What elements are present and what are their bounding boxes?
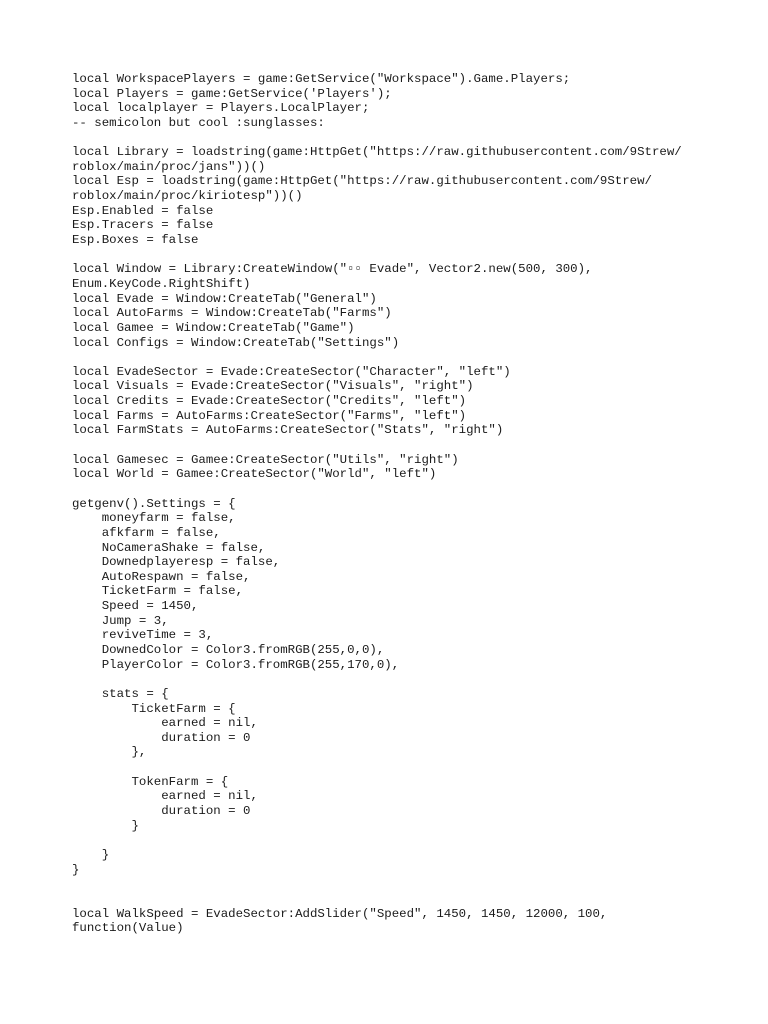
code-line: function(Value) (72, 921, 184, 936)
code-line: stats = { (72, 686, 169, 701)
code-line: local FarmStats = AutoFarms:CreateSector("Stats", "right") (72, 423, 504, 438)
code-line: local Window = Library:CreateWindow("▫▫ Evade", Vector2.new(500, 300), (72, 262, 593, 277)
code-line: } (72, 818, 139, 833)
code-line: local Visuals = Evade:CreateSector("Visuals", "right") (72, 379, 474, 394)
code-line: earned = nil, (72, 789, 258, 804)
code-line: Enum.KeyCode.RightShift) (72, 276, 251, 291)
code-line (72, 131, 712, 146)
code-line: DownedColor = Color3.fromRGB(255,0,0), (72, 642, 385, 657)
code-line: TokenFarm = { (72, 774, 229, 789)
code-line (72, 833, 712, 848)
code-line (72, 892, 712, 907)
code-line: AutoRespawn = false, (72, 569, 251, 584)
code-line: local Library = loadstring(game:HttpGet("https://raw.githubusercontent.com/9Strew/ (72, 145, 682, 160)
code-line (72, 877, 712, 892)
code-line (72, 760, 712, 775)
code-line: local AutoFarms = Window:CreateTab("Farms") (72, 306, 392, 321)
code-line (72, 672, 712, 687)
code-line: roblox/main/proc/jans"))() (72, 159, 266, 174)
code-line: roblox/main/proc/kiriotesp"))() (72, 189, 303, 204)
code-line: reviveTime = 3, (72, 628, 214, 643)
code-line (72, 248, 712, 263)
code-line: local Farms = AutoFarms:CreateSector("Farms", "left") (72, 408, 467, 423)
code-line: local Evade = Window:CreateTab("General") (72, 291, 377, 306)
code-line: local WalkSpeed = EvadeSector:AddSlider("Speed", 1450, 1450, 12000, 100, (72, 906, 608, 921)
code-line: NoCameraShake = false, (72, 540, 266, 555)
code-line: afkfarm = false, (72, 525, 221, 540)
code-line: local WorkspacePlayers = game:GetService("Workspace").Game.Players; (72, 72, 571, 86)
code-line (72, 482, 712, 497)
code-line: }, (72, 745, 147, 760)
code-line: Esp.Tracers = false (72, 218, 214, 233)
code-line (72, 438, 712, 453)
code-block (72, 72, 712, 936)
code-line: local Credits = Evade:CreateSector("Credits", "left") (72, 394, 467, 409)
code-line: local EvadeSector = Evade:CreateSector("Character", "left") (72, 364, 511, 379)
code-line: duration = 0 (72, 804, 251, 819)
code-line (72, 350, 712, 365)
code-line: PlayerColor = Color3.fromRGB(255,170,0), (72, 657, 400, 672)
code-line: duration = 0 (72, 730, 251, 745)
code-line: TicketFarm = false, (72, 584, 244, 599)
code-line: local Esp = loadstring(game:HttpGet("https://raw.githubusercontent.com/9Strew/ (72, 174, 652, 189)
code-line: moneyfarm = false, (72, 511, 236, 526)
code-line: getgenv().Settings = { (72, 496, 236, 511)
code-line: Esp.Boxes = false (72, 233, 199, 248)
code-line: local localplayer = Players.LocalPlayer; (72, 101, 370, 116)
code-line: local Gamesec = Gamee:CreateSector("Utils", "right") (72, 452, 459, 467)
code-line: -- semicolon but cool :sunglasses: (72, 115, 325, 130)
code-line: earned = nil, (72, 716, 258, 731)
code-line: } (72, 847, 110, 862)
code-line: TicketFarm = { (72, 701, 236, 716)
code-line: Downedplayeresp = false, (72, 555, 281, 570)
code-line: } (72, 862, 80, 877)
code-line: local Configs = Window:CreateTab("Settings") (72, 335, 400, 350)
code-line: local Gamee = Window:CreateTab("Game") (72, 320, 355, 335)
code-line: Jump = 3, (72, 613, 169, 628)
code-line: Esp.Enabled = false (72, 203, 214, 218)
code-line: local World = Gamee:CreateSector("World", "left") (72, 467, 437, 482)
code-line: local Players = game:GetService('Players'); (72, 86, 392, 101)
code-line: Speed = 1450, (72, 599, 199, 614)
